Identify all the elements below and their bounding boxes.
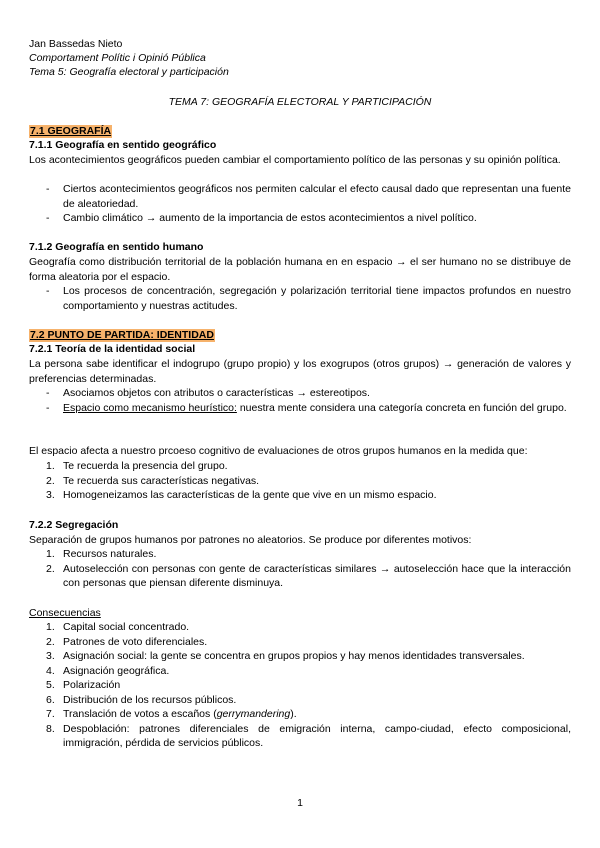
bullet-item <box>29 401 571 416</box>
list-item: 3. Homogeneizamos las características de la gente que vive en un mismo espacio. <box>46 489 437 501</box>
bullet-item: - Ciertos acontecimientos geográficos nos permiten calcular el efecto causal dado que representan una fuente de aleatoriedad. <box>29 182 571 211</box>
list-item: 1. Te recuerda la presencia del grupo. <box>46 460 228 472</box>
paragraph-7-1-2: Geografía como distribución territorial de la población humana en en espacio → el ser humano no se distribuye de forma aleatoria por el espacio. <box>29 256 571 283</box>
document-title: TEMA 7: GEOGRAFÍA ELECTORAL Y PARTICIPACIÓN <box>168 96 432 108</box>
list-item: 2. Autoselección con personas con gente de características similares → autoselección hace que la interacción con personas que piensan diferente disminuya. <box>46 562 571 589</box>
page-number: 1 <box>297 797 303 809</box>
consequences-list <box>29 620 571 751</box>
subheading-7-1-1: 7.1.1 Geografía en sentido geográfico <box>29 139 217 151</box>
subheading-7-2-2: 7.2.2 Segregación <box>29 519 119 531</box>
list-7-2-1 <box>29 459 571 503</box>
list-item: 1. Capital social concentrado. <box>46 621 190 633</box>
list-item: 2. Patrones de voto diferenciales. <box>46 635 208 648</box>
paragraph-7-2-2: Separación de grupos humanos por patrones no aleatorios. Se produce por diferentes motivos: <box>29 534 472 546</box>
topic-line: Tema 5: Geografía electoral y participación <box>29 66 229 78</box>
bullet-item: - Asociamos objetos con atributos o características → estereotipos. <box>29 386 571 401</box>
section-heading-7-2: 7.2 PUNTO DE PARTIDA: IDENTIDAD <box>30 329 214 341</box>
list-item: 8. Despoblación: patrones diferenciales de emigración interna, campo-ciudad, efecto composicional, immigración, pérdida de servicios públicos. <box>46 722 571 749</box>
list-item: 1. Recursos naturales. <box>46 548 157 560</box>
list-7-2-2 <box>29 547 571 591</box>
bullet-text: nuestra mente considera una categoría concreta en función del grupo. <box>236 401 567 414</box>
subheading-7-1-2: 7.1.2 Geografía en sentido humano <box>29 241 204 253</box>
list-item: 7. Translación de votos a escaños (gerrymandering). <box>46 708 297 720</box>
consequences-heading: Consecuencias <box>29 607 101 619</box>
paragraph-7-2-1: La persona sabe identificar el indogrupo (grupo propio) y los exogrupos (otros grupos) → generación de valores y preferencias determinadas. <box>29 358 571 385</box>
bullet-item: - Los procesos de concentración, segregación y polarización territorial tiene impactos profundos en nuestro comportamiento y nuestras actitudes. <box>29 284 571 313</box>
list-item: 2. Te recuerda sus características negativas. <box>46 474 260 487</box>
list-item: 3. Asignación social: la gente se concentra en grupos propios y hay menos identidades transversales. <box>46 650 525 662</box>
paragraph-7-2-1-b: El espacio afecta a nuestro prcoeso cognitivo de evaluaciones de otros grupos humanos en la medida que: <box>29 445 528 457</box>
bullet-underlined-term: Espacio como mecanismo heurístico: <box>63 401 237 414</box>
list-item: 4. Asignación geográfica. <box>46 664 170 677</box>
section-heading-7-1: 7.1 GEOGRAFÍA <box>30 125 112 137</box>
author-line: Jan Bassedas Nieto <box>29 38 123 50</box>
subheading-7-2-1: 7.2.1 Teoría de la identidad social <box>29 343 196 355</box>
list-item: 5. Polarización <box>46 679 121 691</box>
course-line: Comportament Polític i Opinió Pública <box>29 52 206 64</box>
paragraph-7-1-1: Los acontecimientos geográficos pueden cambiar el comportamiento político de las personas y su opinión política. <box>29 154 561 166</box>
bullet-item: - Cambio climático → aumento de la importancia de estos acontecimientos a nivel político. <box>29 211 571 226</box>
list-item: 6. Distribución de los recursos públicos. <box>46 693 237 706</box>
